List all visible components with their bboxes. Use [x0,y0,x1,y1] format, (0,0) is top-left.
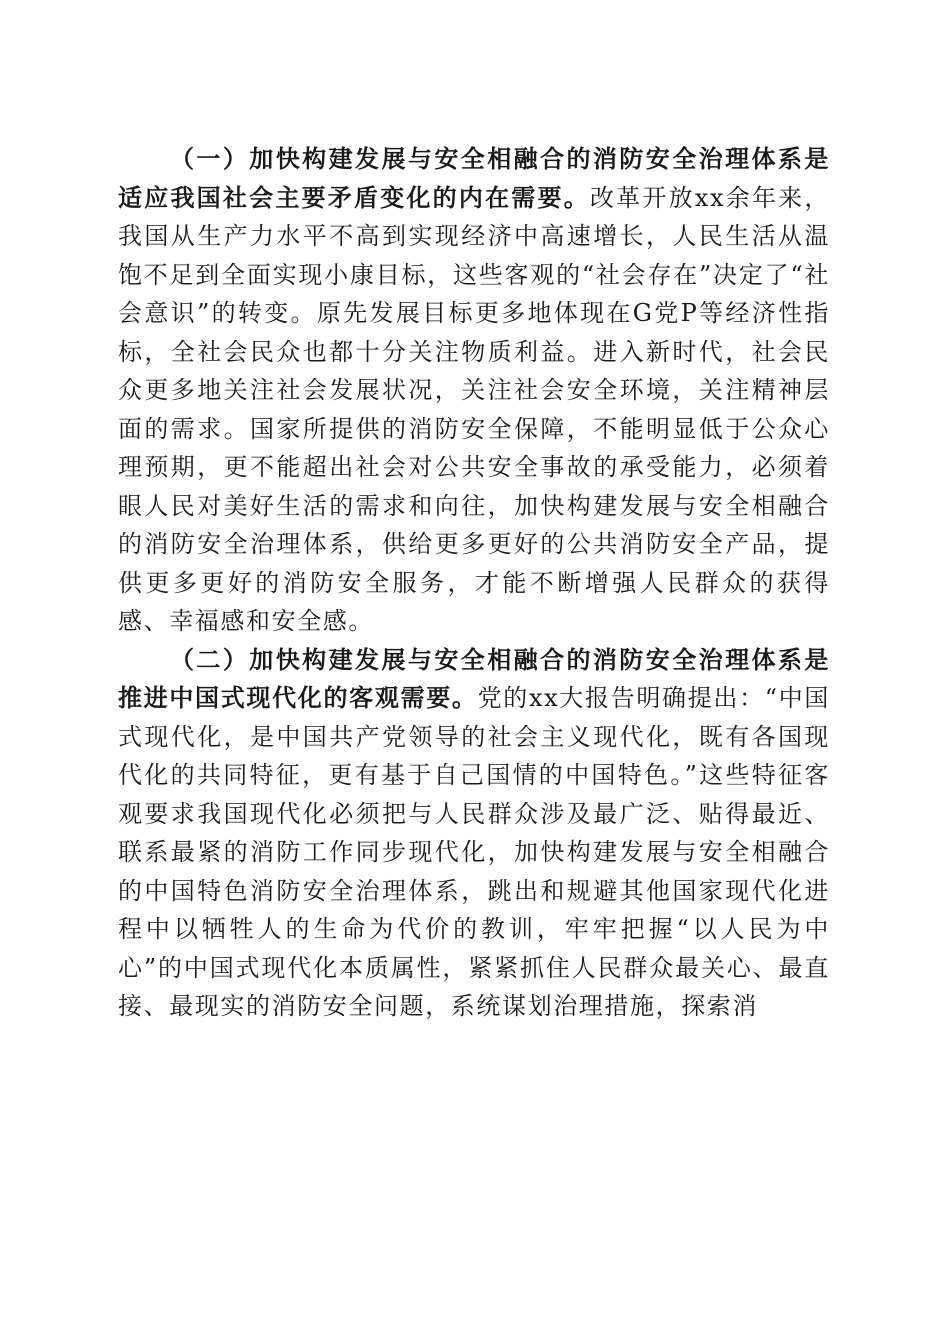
paragraph-1 [118,140,830,641]
paragraph-2-body: 党的xx大报告明确提出：“中国式现代化，是中国共产党领导的社会主义现代化，既有各国现代化的共同特征，更有基于自己国情的中国特色。”这些特征客观要求我国现代化必须把与人民群众涉及最广泛、贴得最近、联系最紧的消防工作同步现代化，加快构建发展与安全相融合的中国特色消防安全治理体系，跳出和规避其他国家现代化进程中以牺牲人的生命为代价的教训，牢牢把握“以人民为中心”的中国式现代化本质属性，紧紧抓住人民群众最关心、最直接、最现实的消防安全问题，系统谋划治理措施，探索消 [118,684,831,1020]
document-body [118,140,830,1026]
paragraph-2-heading: （二）加快构建发展与安全相融合的消防安全治理体系是推进中国式现代化的客观需要。 [118,644,830,712]
paragraph-2 [118,641,830,1026]
paragraph-1-body: 改革开放xx余年来，我国从生产力水平不高到实现经济中高速增长，人民生活从温饱不足到全面实现小康目标，这些客观的“社会存在”决定了“社会意识”的转变。原先发展目标更多地体现在G党P等经济性指标，全社会民众也都十分关注物质利益。进入新时代，社会民众更多地关注社会发展状况，关注社会安全环境，关注精神层面的需求。国家所提供的消防安全保障，不能明显低于公众心理预期，更不能超出社会对公共安全事故的承受能力，必须着眼人民对美好生活的需求和向往，加快构建发展与安全相融合的消防安全治理体系，供给更多更好的公共消防安全产品，提供更多更好的消防安全服务，才能不断增强人民群众的获得感、幸福感和安全感。 [118,183,830,635]
paragraph-1-heading: （一）加快构建发展与安全相融合的消防安全治理体系是适应我国社会主要矛盾变化的内在需要。 [118,144,830,212]
